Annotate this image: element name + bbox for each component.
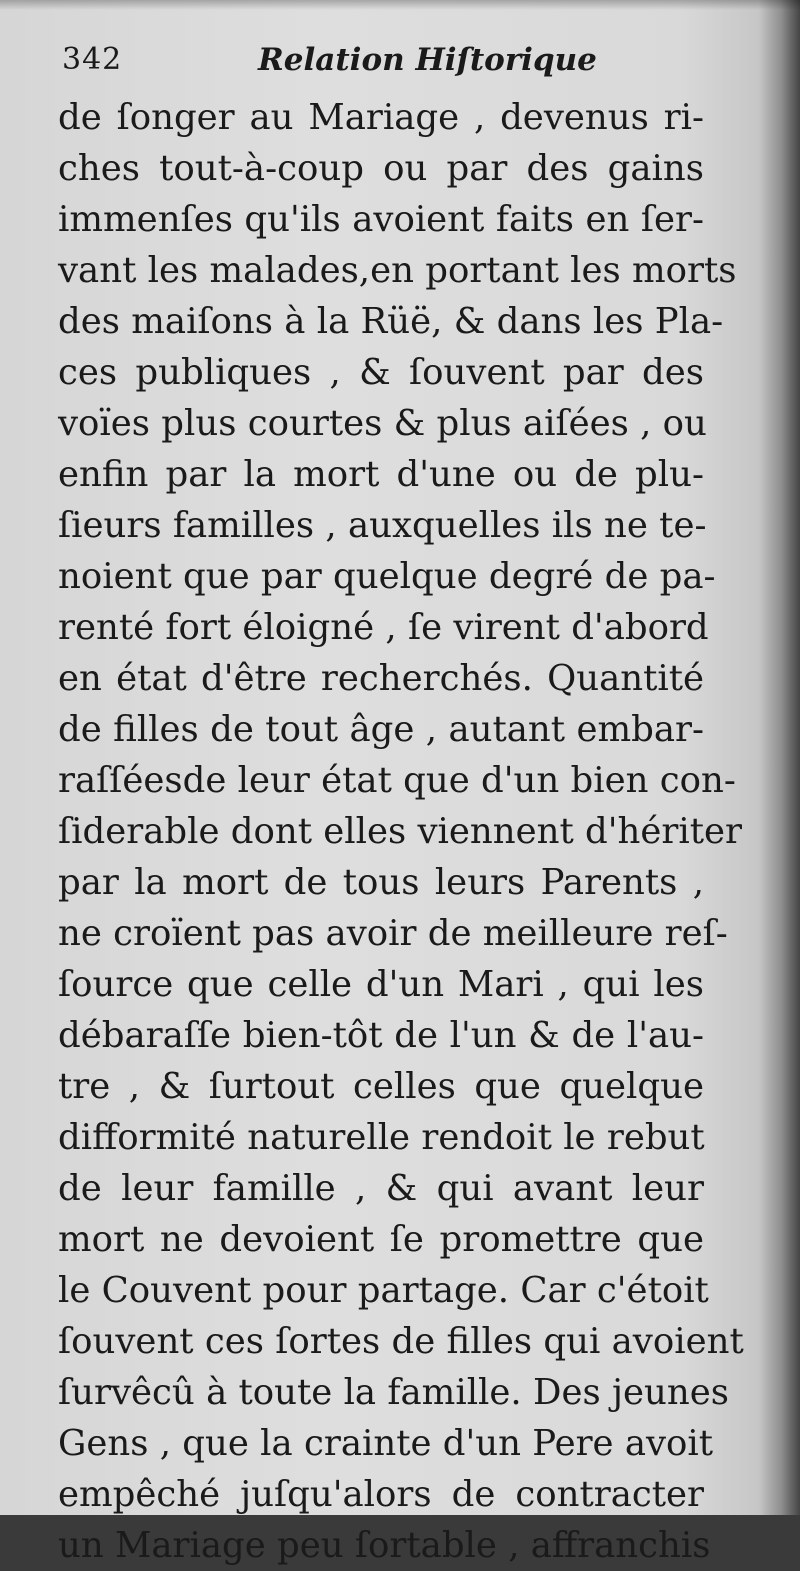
text-line: ſieurs familles , auxquelles ils ne te- [58,505,707,546]
text-line: immenſes qu'ils avoient faits en ſer- [58,199,704,240]
text-line: Gens , que la crainte d'un Pere avoit [58,1423,714,1464]
text-line: en état d'être recherchés. Quantité [58,658,704,699]
text-line: de filles de tout âge , autant embar- [58,709,704,750]
text-line: ches tout-à-coup ou par des gains [58,148,704,189]
text-line: voïes plus courtes & plus aiſées , ou [58,403,707,444]
text-line: par la mort de tous leurs Parents , [58,862,704,903]
text-line: enfin par la mort d'une ou de plu- [58,454,704,495]
text-line: raſſéesde leur état que d'un bien con- [58,760,736,801]
text-line: empêché juſqu'alors de contracter [58,1474,704,1515]
page-top-shadow [0,0,800,10]
text-line: le Couvent pour partage. Car c'étoit [58,1270,709,1311]
page-number: 342 [62,42,123,77]
text-line: de leur famille , & qui avant leur [58,1168,704,1209]
text-line: des maiſons à la Rüë, & dans les Pla- [58,301,724,342]
text-line: un Mariage peu ſortable , affranchis [58,1525,711,1566]
page-header [62,42,702,82]
text-line: renté fort éloigné , ſe virent d'abord [58,607,709,648]
binding-shadow [758,0,800,1515]
text-line: ſiderable dont elles viennent d'hériter [58,811,742,852]
text-line: de ſonger au Mariage , devenus ri- [58,97,704,138]
text-line: ſource que celle d'un Mari , qui les [58,964,704,1005]
text-line: ſouvent ces ſortes de filles qui avoient [58,1321,744,1362]
text-line: difformité naturelle rendoit le rebut [58,1117,705,1158]
text-line: noient que par quelque degré de pa- [58,556,716,597]
text-line: ne croïent pas avoir de meilleure reſ- [58,913,728,954]
text-line: mort ne devoient ſe promettre que [58,1219,704,1260]
text-line: ſurvêcû à toute la famille. Des jeunes [58,1372,729,1413]
body-text [58,92,744,1571]
text-line: débaraſſe bien-tôt de l'un & de l'au- [58,1015,704,1056]
running-title: Relation Hiſtorique [258,42,597,78]
text-line: ces publiques , & ſouvent par des [58,352,704,393]
text-line: tre , & ſurtout celles que quelque [58,1066,704,1107]
text-line: vant les malades,en portant les morts [58,250,737,291]
